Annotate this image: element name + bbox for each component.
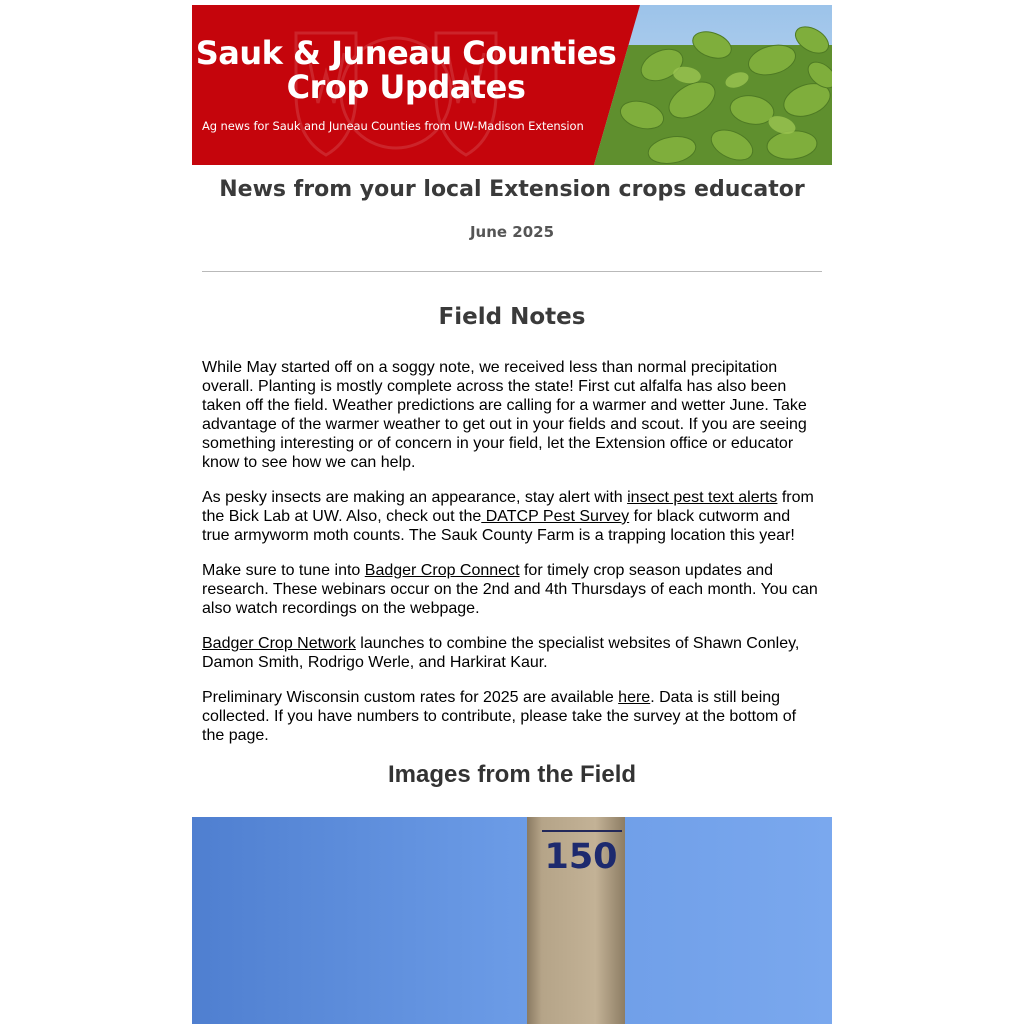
banner-title-line-2: Crop Updates [286, 68, 526, 106]
header-banner [192, 5, 832, 165]
badger-crop-network-link[interactable]: Badger Crop Network [202, 635, 356, 652]
paragraph-weather: While May started off on a soggy note, we received less than normal precipitation overall. Planting is mostly complete across the state! First cut alfalfa has also been taken off the field. Weather predictions are calling for a warmer and wetter June. Take advantage of the warmer weather to get out in your fields and scout. If you are seeing something interesting or of concern in your field, let the Extension office or educator know to see how we can help. [202, 359, 807, 471]
banner-subtitle: Ag news for Sauk and Juneau Counties from UW-Madison Extension [202, 119, 584, 133]
field-image-stake [192, 817, 832, 1024]
newsletter [192, 5, 832, 789]
datcp-pest-survey-link[interactable]: DATCP Pest Survey [481, 508, 630, 525]
stake-number: 150 [544, 837, 618, 877]
field-notes-body [202, 358, 822, 745]
custom-rates-here-link[interactable]: here [618, 689, 651, 706]
field-notes-title: Field Notes [438, 304, 586, 330]
insect-pest-alerts-link[interactable]: insect pest text alerts [627, 489, 778, 506]
paragraph-custom-rates: Preliminary Wisconsin custom rates for 2025 are available here. Data is still being collected. If you have numbers to contribute, please take the survey at the bottom of the page. [202, 689, 797, 744]
issue-date: June 2025 [469, 223, 555, 241]
paragraph-network: Badger Crop Network launches to combine the specialist websites of Shawn Conley, Damon Smith, Rodrigo Werle, and Harkirat Kaur. [202, 635, 800, 671]
divider [202, 271, 822, 272]
paragraph-webinars: Make sure to tune into Badger Crop Connect for timely crop season updates and research. These webinars occur on the 2nd and 4th Thursdays of each month. You can also watch recordings on the webpage. [202, 562, 818, 617]
images-section-title: Images from the Field [387, 761, 637, 788]
stake-photo [192, 817, 832, 1024]
badger-crop-connect-link[interactable]: Badger Crop Connect [364, 562, 520, 579]
paragraph-insects: As pesky insects are making an appearance, stay alert with insect pest text alerts from the Bick Lab at UW. Also, check out the DATCP Pest Survey for black cutworm and true armyworm moth counts. The Sauk County Farm is a trapping location this year! [202, 489, 814, 544]
newsletter-heading: News from your local Extension crops educator [219, 177, 805, 202]
banner-title-line-1: Sauk & Juneau Counties [195, 34, 617, 72]
